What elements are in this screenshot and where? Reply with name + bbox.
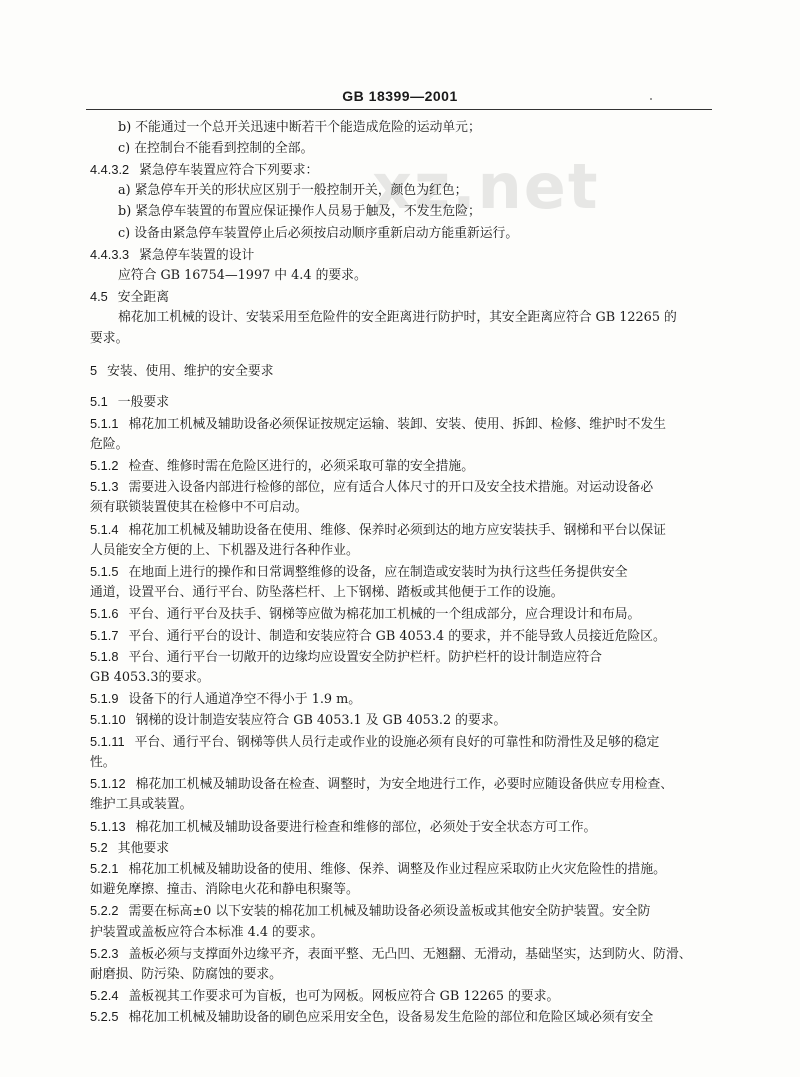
clause-text: 棉花加工机械及辅助设备的刷色应采用安全色，设备易发生危险的部位和危险区域必须有安全	[128, 1010, 654, 1025]
text-line	[118, 226, 518, 242]
clause-text: 紧急停车装置的设计	[139, 248, 255, 263]
text-line	[90, 416, 666, 433]
text-line	[90, 394, 169, 411]
text-line	[118, 183, 467, 199]
text-line	[90, 649, 602, 666]
text-line	[118, 268, 367, 284]
text-line	[90, 734, 659, 751]
text-line	[90, 162, 318, 179]
clause-text: 钢梯的设计制造安装应符合 GB 4053.1 及 GB 4053.2 的要求。	[135, 713, 507, 728]
clause-number: 5.2	[90, 840, 108, 855]
text-line	[90, 543, 359, 559]
clause-text: 耐磨损、防污染、防腐蚀的要求。	[90, 967, 282, 982]
text-line	[90, 691, 361, 708]
text-line	[90, 776, 673, 793]
clause-text: 棉花加工机械及辅助设备在检查、调整时，为安全地进行工作，必要时应随设备供应专用检查、	[135, 777, 674, 792]
clause-text: c) 设备由紧急停车装置停止后必须按启动顺序重新启动方能重新运行。	[118, 226, 519, 241]
clause-text: 棉花加工机械及辅助设备在使用、维修、保养时必须到达的地方应安装扶手、钢梯和平台以保证	[128, 523, 666, 538]
clause-number: 5	[90, 363, 98, 378]
clause-text: 平台、通行平台的设计、制造和安装应符合 GB 4053.4 的要求，并不能导致人员接近危险区。	[128, 629, 666, 644]
clause-text: 要求。	[90, 331, 129, 346]
clause-text: 通道，设置平台、通行平台、防坠落栏杆、上下钢梯、踏板或其他便于工作的设施。	[90, 585, 564, 600]
clause-number: 4.4.3.3	[90, 247, 130, 262]
text-line	[90, 797, 192, 813]
clause-number: 5.1.4	[90, 522, 119, 537]
text-line	[90, 500, 308, 516]
clause-number: 5.2.3	[90, 946, 119, 961]
clause-text: b) 不能通过一个总开关迅速中断若干个能造成危险的运动单元；	[118, 120, 481, 135]
clause-text: a) 紧急停车开关的形状应区别于一般控制开关，颜色为红色；	[118, 183, 468, 198]
clause-text: 其他要求	[117, 841, 169, 856]
clause-text: 维护工具或装置。	[90, 797, 193, 812]
text-line	[90, 1009, 653, 1026]
text-line	[90, 606, 640, 623]
clause-text: 盖板视其工作要求可为盲板，也可为网板。网板应符合 GB 12265 的要求。	[128, 989, 560, 1004]
text-line	[118, 141, 313, 157]
clause-number: 5.1.10	[90, 712, 126, 727]
text-line	[90, 988, 559, 1005]
watermark: xz.net	[372, 150, 600, 223]
text-line	[90, 861, 666, 878]
clause-number: 5.1.5	[90, 564, 119, 579]
text-line	[90, 458, 474, 475]
clause-text: 性。	[90, 755, 116, 770]
clause-text: 平台、通行平台、钢梯等供人员行走或作业的设施必须有良好的可靠性和防滑性及足够的稳定	[134, 735, 660, 750]
clause-number: 4.4.3.2	[90, 162, 130, 177]
text-line	[90, 925, 323, 941]
text-line	[90, 247, 254, 264]
clause-text: 棉花加工机械及辅助设备必须保证按规定运输、装卸、安装、使用、拆卸、检修、维护时不发生	[128, 417, 666, 432]
clause-number: 5.1.7	[90, 628, 119, 643]
scan-speck	[650, 98, 652, 100]
text-line	[90, 946, 692, 963]
clause-text: 紧急停车装置应符合下列要求：	[139, 163, 319, 178]
text-line	[90, 564, 628, 581]
text-line	[90, 882, 359, 898]
clause-text: 安装、使用、维护的安全要求	[107, 364, 274, 379]
clause-text: 棉花加工机械的设计、安装采用至危险件的安全距离进行防护时，其安全距离应符合 GB 12265 的	[118, 310, 677, 325]
clause-text: 需要在标高±0 以下安装的棉花加工机械及辅助设备必须设盖板或其他安全防护装置。安全防	[128, 904, 651, 919]
clause-number: 5.1.3	[90, 479, 119, 494]
clause-number: 5.1.6	[90, 606, 119, 621]
clause-number: 5.2.2	[90, 903, 119, 918]
clause-number: 5.1.12	[90, 776, 126, 791]
clause-text: 需要进入设备内部进行检修的部位，应有适合人体尺寸的开口及安全技术措施。对运动设备必	[128, 480, 654, 495]
clause-text: b) 紧急停车装置的布置应保证操作人员易于触及，不发生危险；	[118, 204, 481, 219]
clause-text: GB 4053.3的要求。	[90, 670, 210, 685]
text-line	[90, 819, 596, 836]
text-line	[90, 479, 653, 496]
clause-text: 须有联锁装置使其在检修中不可启动。	[90, 500, 308, 515]
clause-number: 5.1.1	[90, 416, 119, 431]
text-line	[90, 289, 169, 306]
text-line	[90, 437, 128, 453]
text-line	[90, 585, 563, 601]
clause-text: 设备下的行人通道净空不得小于 1.9 m。	[128, 692, 362, 707]
clause-text: c) 在控制台不能看到控制的全部。	[118, 141, 314, 156]
text-line	[90, 712, 506, 729]
clause-number: 5.1.8	[90, 649, 119, 664]
clause-text: 如避免摩擦、撞击、消除电火花和静电积聚等。	[90, 882, 359, 897]
clause-number: 5.2.1	[90, 861, 119, 876]
clause-text: 应符合 GB 16754—1997 中 4.4 的要求。	[118, 268, 367, 283]
text-line	[90, 522, 666, 539]
clause-number: 5.1.11	[90, 734, 125, 749]
text-line	[90, 670, 210, 686]
text-line	[90, 331, 128, 347]
clause-number: 5.1	[90, 394, 108, 409]
clause-text: 危险。	[90, 437, 129, 452]
clause-text: 平台、通行平台及扶手、钢梯等应做为棉花加工机械的一个组成部分，应合理设计和布局。	[128, 607, 641, 622]
clause-text: 护装置或盖板应符合本标准 4.4 的要求。	[90, 925, 324, 940]
header-rule	[86, 109, 712, 110]
clause-number: 5.1.13	[90, 819, 126, 834]
text-line	[90, 755, 116, 771]
text-line	[90, 628, 666, 645]
clause-text: 平台、通行平台一切敞开的边缘均应设置安全防护栏杆。防护栏杆的设计制造应符合	[128, 650, 602, 665]
clause-text: 检查、维修时需在危险区进行的，必须采取可靠的安全措施。	[128, 459, 474, 474]
clause-text: 在地面上进行的操作和日常调整维修的设备，应在制造或安装时为执行这些任务提供安全	[128, 565, 628, 580]
clause-number: 5.2.5	[90, 1009, 119, 1024]
clause-number: 5.1.2	[90, 458, 119, 473]
text-line	[90, 903, 650, 920]
clause-number: 5.2.4	[90, 988, 119, 1003]
clause-text: 棉花加工机械及辅助设备的使用、维修、保养、调整及作业过程应采取防止火灾危险性的措施。	[128, 862, 666, 877]
clause-text: 安全距离	[117, 290, 169, 305]
text-line	[118, 120, 481, 136]
page-header: GB 18399—2001	[342, 88, 458, 104]
clause-text: 棉花加工机械及辅助设备要进行检查和维修的部位，必须处于安全状态方可工作。	[135, 820, 597, 835]
clause-number: 4.5	[90, 289, 108, 304]
clause-number: 5.1.9	[90, 691, 119, 706]
text-line	[118, 310, 677, 326]
text-line	[90, 363, 273, 380]
text-line	[90, 840, 169, 857]
text-line	[118, 204, 481, 220]
clause-text: 一般要求	[117, 395, 169, 410]
text-line	[90, 967, 282, 983]
clause-text: 盖板必须与支撑面外边缘平齐，表面平整、无凸凹、无翘翻、无滑动，基础坚实，达到防火、防滑、	[128, 947, 692, 962]
clause-text: 人员能安全方便的上、下机器及进行各种作业。	[90, 543, 359, 558]
